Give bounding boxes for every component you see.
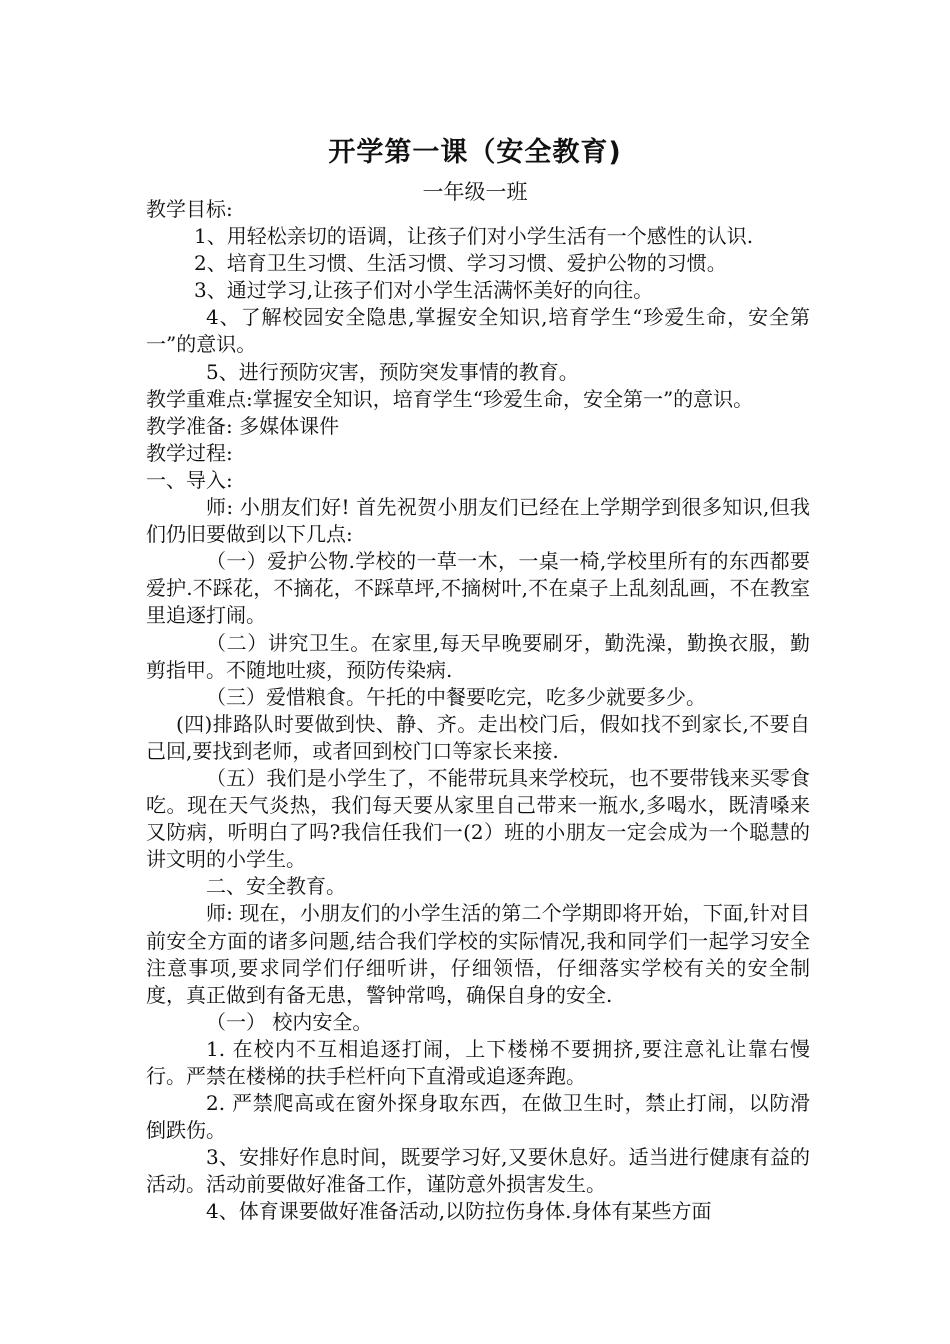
section-heading: 一、导入:	[146, 467, 233, 492]
body-paragraph: 4、体育课要做好准备活动,以防拉伤身体.身体有某些方面	[206, 1199, 712, 1224]
objective-item: 2、培育卫生习惯、生活习惯、学习习惯、爱护公物的习惯。	[194, 251, 727, 276]
objective-item: 1、用轻松亲切的语调，让孩子们对小学生活有一个感性的认识.	[194, 224, 754, 249]
body-paragraph: (四)排路队时要做到快、静、齐。走出校门后，假如找不到家长,不要自己回,要找到老师，或者回到校门口等家长来接.	[146, 711, 810, 763]
section-heading: 教学准备: 多媒体课件	[146, 413, 340, 438]
objective-item: 5、进行预防灾害，预防突发事情的教育。	[206, 359, 579, 384]
section-heading: 教学目标:	[146, 197, 233, 221]
body-paragraph: （三）爱惜粮食。午托的中餐要吃完，吃多少就要多少。	[206, 684, 706, 709]
objective-item: 4、了解校园安全隐患,掌握安全知识,培育学生“珍爱生命，安全第一”的意识。	[146, 305, 810, 357]
section-heading: 教学重难点:掌握安全知识，培育学生“珍爱生命，安全第一”的意识。	[146, 386, 754, 411]
body-paragraph: （一）爱护公物.学校的一草一木，一桌一椅,学校里所有的东西都要爱护.不踩花，不摘花，不踩草坪,不摘树叶,不在桌子上乱刻乱画，不在教室里追逐打闹。	[146, 549, 810, 628]
objective-item: 3、通过学习,让孩子们对小学生活满怀美好的向往。	[194, 278, 654, 303]
body-paragraph: （二）讲究卫生。在家里,每天早晚要刷牙，勤洗澡，勤换衣服，勤剪指甲。不随地吐痰，预防传染病.	[146, 630, 810, 682]
body-paragraph: 师: 小朋友们好! 首先祝贺小朋友们已经在上学期学到很多知识,但我们仍旧要做到以下几点:	[146, 495, 810, 547]
body-paragraph: 师: 现在，小朋友们的小学生活的第二个学期即将开始，下面,针对目前安全方面的诸多问题,结合我们学校的实际情况,我和同学们一起学习安全注意事项,要求同学们仔细听讲，仔细领悟，仔细落实学校有关的安全制度，真正做到有备无患，警钟常鸣，确保自身的安全.	[146, 901, 810, 1007]
body-paragraph: 3、安排好作息时间，既要学习好,又要休息好。适当进行健康有益的活动。活动前要做好准备工作，谨防意外损害发生。	[146, 1145, 810, 1197]
section-heading: 二、安全教育。	[206, 874, 346, 899]
document-body	[146, 196, 810, 1226]
document-subtitle: 一年级一班	[422, 180, 528, 204]
document-title: 开学第一课（安全教育)	[328, 137, 622, 168]
section-heading: （一） 校内安全。	[206, 1009, 373, 1034]
section-heading: 教学过程:	[146, 440, 233, 465]
body-paragraph: （五）我们是小学生了，不能带玩具来学校玩，也不要带钱来买零食吃。现在天气炎热，我们每天要从家里自己带来一瓶水,多喝水，既清嗓来又防病，听明白了吗?我信任我们一(2）班的小朋友一定会成为一个聪慧的讲文明的小学生。	[146, 765, 810, 872]
body-paragraph: 1. 在校内不互相追逐打闹，上下楼梯不要拥挤,要注意礼让靠右慢行。严禁在楼梯的扶手栏杆向下直滑或追逐奔跑。	[146, 1036, 810, 1088]
body-paragraph: 2. 严禁爬高或在窗外探身取东西，在做卫生时，禁止打闹，以防滑倒跌伤。	[146, 1091, 810, 1143]
